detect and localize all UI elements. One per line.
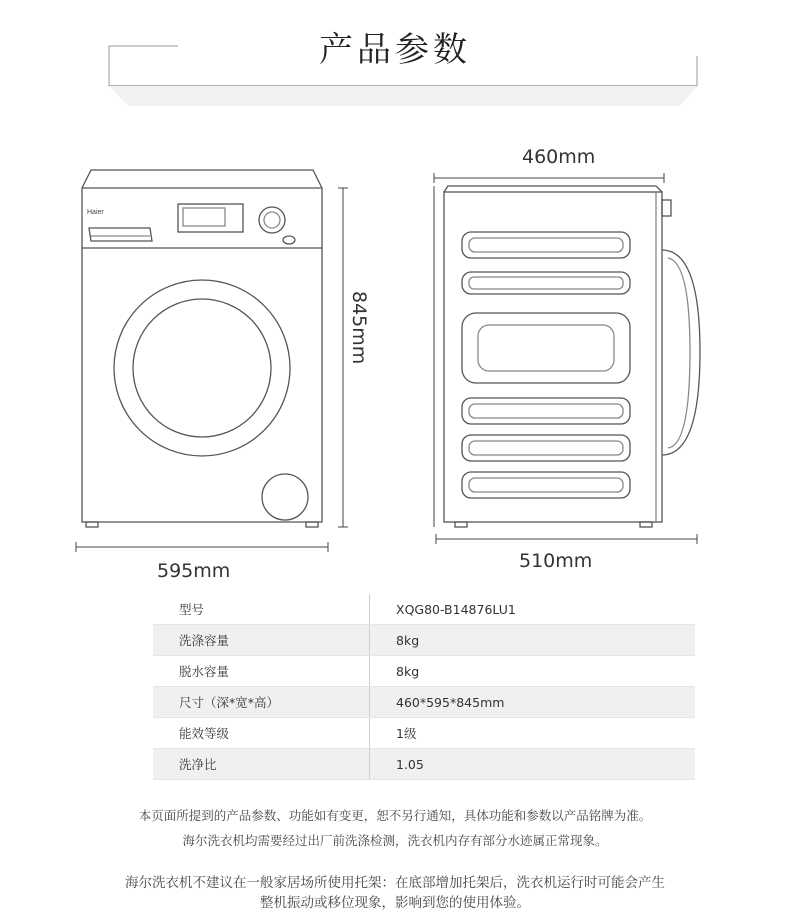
height-dimension-label: 845mm <box>348 291 370 365</box>
width-dimension-label: 595mm <box>157 560 231 582</box>
spec-label: 脱水容量 <box>153 656 370 687</box>
spec-value: 8kg <box>370 625 696 656</box>
table-row <box>153 687 695 718</box>
disclaimer-note: 本页面所提到的产品参数、功能如有变更，恕不另行通知，具体功能和参数以产品铭牌为准。 <box>138 808 652 823</box>
water-trace-note: 海尔洗衣机均需要经过出厂前洗涤检测，洗衣机内存有部分水迹属正常现象。 <box>182 833 608 848</box>
spec-label: 洗净比 <box>153 749 370 780</box>
table-row <box>153 718 695 749</box>
spec-value: 1.05 <box>370 749 696 780</box>
page-title: 产品参数 <box>319 30 471 70</box>
spec-label: 型号 <box>153 594 370 625</box>
spec-value: 1级 <box>370 718 696 749</box>
brand-logo: Haier <box>87 209 104 216</box>
washer-side-view <box>444 186 700 527</box>
dimension-lines <box>76 173 697 552</box>
spec-value: 460*595*845mm <box>370 687 696 718</box>
table-row <box>153 625 695 656</box>
spec-value: XQG80-B14876LU1 <box>370 594 696 625</box>
table-row <box>153 656 695 687</box>
spec-label: 尺寸（深*宽*高） <box>153 687 370 718</box>
spec-value: 8kg <box>370 656 696 687</box>
spec-table <box>153 594 695 780</box>
table-row <box>153 594 695 625</box>
stand-warning-line2: 整机振动或移位现象，影响到您的使用体验。 <box>260 895 530 911</box>
table-row <box>153 749 695 780</box>
washer-front-view <box>82 170 322 527</box>
spec-label: 能效等级 <box>153 718 370 749</box>
depth-dimension-label: 460mm <box>522 146 596 168</box>
stand-warning-line1: 海尔洗衣机不建议在一般家居场所使用托架：在底部增加托架后，洗衣机运行时可能会产生 <box>125 875 665 891</box>
side-width-dimension-label: 510mm <box>519 550 593 572</box>
spec-label: 洗涤容量 <box>153 625 370 656</box>
